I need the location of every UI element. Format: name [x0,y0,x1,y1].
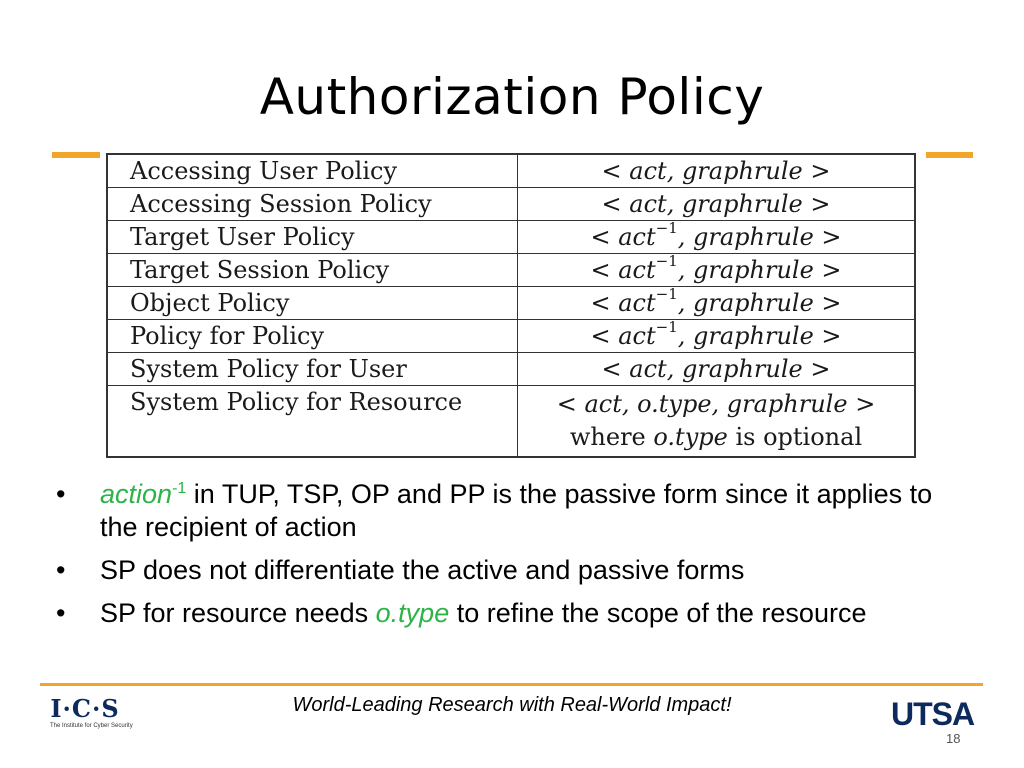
policy-rule-cell: < act, o.type, graphrule > where o.type is optional [518,386,916,458]
bullet-text: to refine the scope of the resource [449,598,867,628]
title-accent-left [52,152,100,158]
bullet-dot: • [56,479,66,509]
policy-name-cell: System Policy for User [107,353,518,386]
policy-rule-cell: < act$^{-1}$, graphrule > [518,221,916,254]
highlight-term-otype: o.type [375,598,450,628]
policy-name-cell: Target Session Policy [107,254,518,287]
policy-row [107,221,915,254]
policy-rule-cell: < act$^{-1}$, graphrule > [518,254,916,287]
slide-title: Authorization Policy [259,68,765,126]
policy-row [107,386,915,458]
policy-name-cell: Policy for Policy [107,320,518,353]
bullet-prefix: SP for resource needs [100,598,376,628]
policy-name-cell: Accessing Session Policy [107,188,518,221]
bullet-item-action [56,478,956,544]
bullet-item-sp-resource [56,597,956,630]
title-accent-right [926,152,973,158]
bullet-dot: • [56,555,66,585]
superscript-minus-one: -1 [172,480,187,497]
page-number: 18 [946,731,961,746]
policy-row [107,154,915,188]
policy-row [107,353,915,386]
utsa-logo: UTSA [891,696,975,732]
policy-row [107,254,915,287]
bullet-item-sp-forms [56,554,956,587]
footer-tagline: World-Leading Research with Real-World Impact! [292,694,732,716]
policy-table [106,153,916,458]
policy-name-cell: Object Policy [107,287,518,320]
policy-rule-cell: < act, graphrule > [518,188,916,221]
policy-rule-cell: < act$^{-1}$, graphrule > [518,320,916,353]
policy-name-cell: System Policy for Resource [107,386,518,458]
bullet-dot: • [56,598,66,628]
ics-logo-subtitle: The Institute for Cyber Security [50,723,133,729]
highlight-term-action: action$^{-1}$ [100,479,187,509]
policy-rule-cell: < act$^{-1}$, graphrule > [518,287,916,320]
policy-name-cell: Target User Policy [107,221,518,254]
policy-rule-cell: < act, graphrule > [518,353,916,386]
bullet-list [56,478,956,640]
policy-name-cell: Accessing User Policy [107,154,518,188]
policy-row [107,188,915,221]
footer-divider [40,683,983,686]
policy-row [107,320,915,353]
ics-logo-mark: I·C·S [50,694,120,723]
policy-row [107,287,915,320]
bullet-text: SP does not differentiate the active and passive forms [100,555,745,585]
policy-rule-cell: < act, graphrule > [518,154,916,188]
bullet-text: in TUP, TSP, OP and PP is the passive form since it applies to the recipient of action [100,479,933,542]
